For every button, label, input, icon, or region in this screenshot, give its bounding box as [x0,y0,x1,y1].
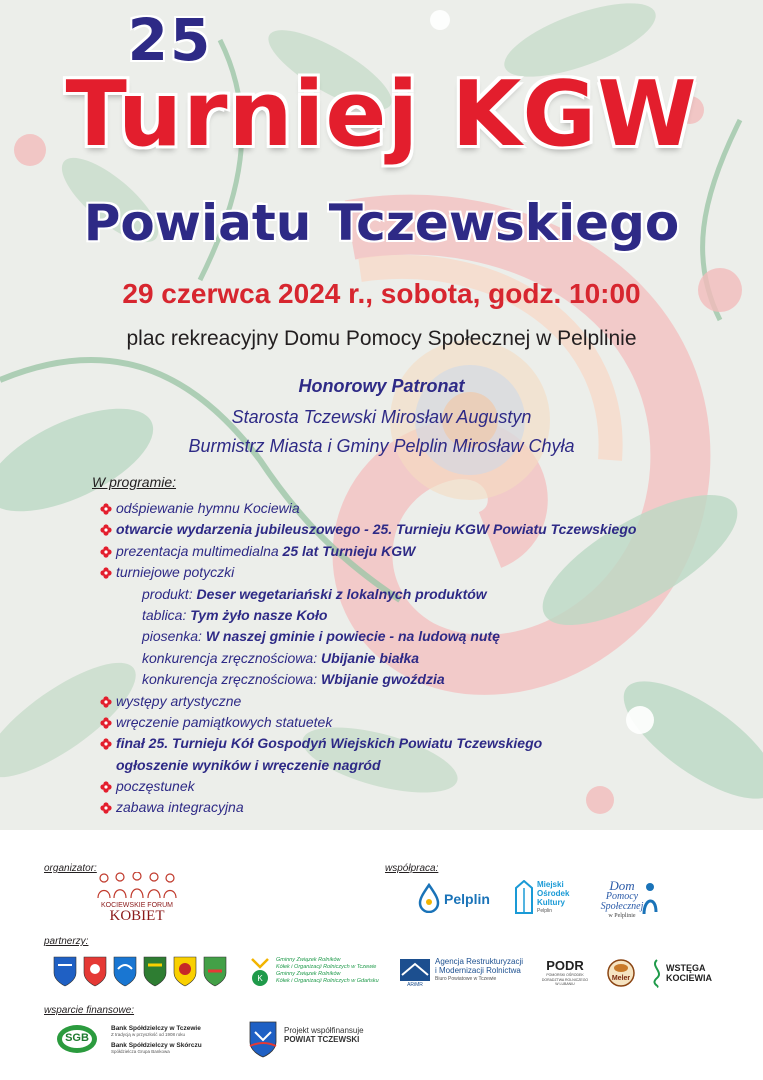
flower-bullet-icon [100,524,112,536]
list-item [92,498,732,519]
organizer-logo [92,872,182,922]
sgb-text: SGB [65,1032,89,1044]
program-heading: W programie: [92,474,177,490]
list-item-text: prezentacja multimedialna [116,542,283,559]
gmina-crests [50,951,230,989]
list-item-continuation [92,755,732,776]
meler-text: Meler [611,975,631,982]
podr-text: PODR [546,958,584,973]
edition-number: 25 [127,6,213,74]
bank2-tagline: Spółdzielcza Grupa Bankowa [111,1049,170,1054]
arimr-line-2: i Modernizacji Rolnictwa [435,966,521,975]
patronage-heading: Honorowy Patronat [298,376,465,396]
list-subitem [92,626,732,647]
subitem-label: piosenka: [142,628,206,645]
subitem-label: konkurencja zręcznościowa: [142,649,321,666]
dps-line-2: Pomocy [605,891,639,902]
list-item [92,691,732,712]
mok-line-3: Kultury [537,898,565,907]
subitem-label: tablica: [142,606,191,623]
dps-pelplin-logo [586,880,658,920]
project-line-1: Projekt współfinansuje [284,1026,364,1035]
arimr-line-3: Biuro Powiatowe w Tczewie [435,976,497,982]
building-icon [515,880,533,914]
list-item-bold: 25 lat Turnieju KGW [282,542,416,559]
flower-bullet-icon [100,738,112,750]
ribbon-icon [650,958,664,988]
flower-bullet-icon [100,717,112,729]
wstega-kociewia-logo [650,958,720,990]
list-subitem [92,648,732,669]
list-item [92,562,732,583]
list-item-text: wręczenie pamiątkowych statuetek [116,713,333,730]
patron-starosta: Starosta Tczewski Mirosław Augustyn [231,407,532,427]
coat-of-arms-icons [50,951,230,989]
organizer-label: organizator: [44,863,97,874]
list-item-text: poczęstunek [116,778,195,795]
arimr-mark-icon [400,959,430,981]
bank2-name: Bank Spółdzielczy w Skórczu [111,1042,202,1049]
list-item [92,733,732,754]
event-date: 29 czerwca 2024 r., sobota, godz. 10:00 [122,278,641,309]
list-item-text: odśpiewanie hymnu Kociewia [116,500,300,516]
patron-burmistrz: Burmistrz Miasta i Gminy Pelplin Mirosław Chyła [188,436,575,456]
sgb-bank-logo [55,1022,205,1058]
arimr-line-1: Agencja Restrukturyzacji [435,957,524,966]
page-subtitle: Powiatu Tczewskiego [83,194,680,252]
list-item-text: turniejowe potyczki [116,564,235,581]
podr-line-1: POMORSKI OŚRODEK [546,973,584,977]
finance-label: wsparcie finansowe: [44,1005,135,1016]
person-icon [642,882,658,916]
arimr-short: ARiMR [407,982,423,988]
list-item [92,519,732,540]
podr-logo [540,958,590,992]
wstega-line-2: KOCIEWIA [666,973,712,983]
flower-bullet-icon [100,503,112,515]
bank1-tagline: Z tradycją w przyszłość od 1908 roku [111,1032,186,1037]
list-item-text: ogłoszenie wyników i wręczenie nagród [116,756,381,773]
cooperation-label: współpraca: [385,863,439,874]
podr-line-2: DORADZTWA ROLNICZEGO [541,977,589,982]
list-subitem [92,605,732,626]
list-subitem [92,669,732,690]
gzr1-line-1: Gminny Związek Rolników [276,957,341,963]
list-item [92,712,732,733]
gzr1-line-2: Kółek i Organizacji Rolniczych w Tczewie [276,964,377,970]
flower-bullet-icon [100,802,112,814]
dps-line-3: Społecznej [600,901,644,912]
flower-bullet-icon [100,696,112,708]
dps-line-4: w Pelplinie [608,913,636,919]
page-title: Turniej KGW [65,62,698,167]
subitem-value: Wbijanie gwoździa [320,671,445,688]
gzr2-line-1: Gminny Związek Rolników [276,971,341,977]
arimr-logo [400,957,524,991]
list-item-text: zabawa integracyjna [116,799,244,816]
women-silhouettes-icon [92,872,182,900]
mok-line-2: Ośrodek [537,889,570,898]
project-line-2: POWIAT TCZEWSKI [284,1035,360,1044]
svg-text:K: K [257,974,263,983]
partners-label: partnerzy: [44,936,89,947]
gzr-logo [250,957,380,991]
wstega-line-1: WSTĘGA [666,963,706,973]
honorary-patronage [0,376,763,461]
powiat-crest-icon [248,1020,278,1058]
pelplin-logo-text: Pelplin [444,891,490,907]
subitem-value: Tym żyło nasze Koło [190,606,328,623]
list-item-text: występy artystyczne [116,692,242,709]
list-item [92,541,732,562]
list-item [92,797,732,818]
subitem-value: W naszej gminie i powiecie - na ludową nutę [205,628,500,645]
list-item-text: finał 25. Turnieju Kół Gospodyń Wiejskich Powiatu Tczewskiego [116,735,543,752]
organizer-logo-bottom: KOBIET [109,908,165,924]
flower-bullet-icon [100,546,112,558]
podr-line-3: W LUBANIU [555,982,575,986]
pelplin-logo [418,883,498,917]
organizer-logo-top: KOCIEWSKIE FORUM [101,902,173,909]
mok-line-4: Pelplin [537,908,553,914]
subitem-label: konkurencja zręcznościowa: [142,671,321,688]
list-item [92,776,732,797]
meler-logo [606,958,636,990]
wheat-icon [250,957,270,987]
bank1-name: Bank Spółdzielczy w Tczewie [111,1025,201,1032]
gzr2-line-2: Kółek i Organizacji Rolniczych w Gdańsku [276,978,379,984]
subitem-label: produkt: [142,585,197,602]
event-place: plac rekreacyjny Domu Pomocy Społecznej w Pelplinie [126,327,637,350]
list-subitem [92,584,732,605]
list-item-text: otwarcie wydarzenia jubileuszowego - 25. Turnieju KGW Powiatu Tczewskiego [116,521,637,538]
drop-icon [418,883,440,913]
program-list [92,474,732,819]
subitem-value: Deser wegetariański z lokalnych produktów [196,585,487,602]
mok-line-1: Miejski [537,880,564,889]
powiat-tczewski-logo [248,1020,388,1060]
flower-bullet-icon [100,567,112,579]
flower-bullet-icon [100,781,112,793]
meler-badge-icon [606,958,636,988]
dps-line-1: Dom [609,878,635,893]
subitem-value: Ubijanie białka [320,649,420,666]
mok-pelplin-logo [515,880,575,918]
